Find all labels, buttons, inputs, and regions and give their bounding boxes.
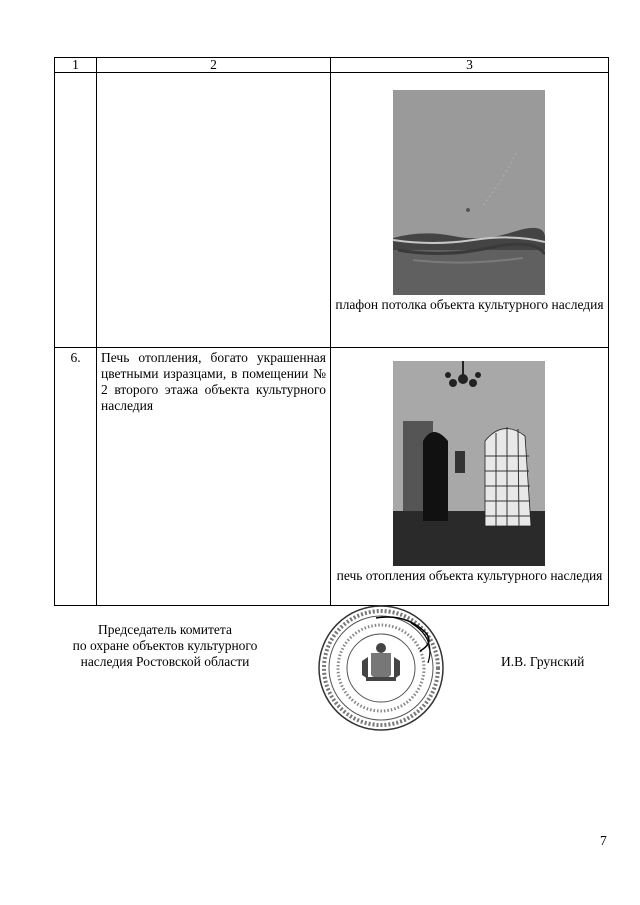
column-header-1: 1	[55, 58, 97, 73]
table-header-row	[55, 58, 609, 73]
column-header-2: 2	[97, 58, 331, 73]
position-line: Председатель комитета	[98, 622, 232, 637]
official-seal-stamp	[316, 603, 446, 733]
photo-cell	[331, 73, 609, 348]
column-header-3: 3	[331, 58, 609, 73]
stove-photo	[393, 361, 545, 566]
table-row	[55, 348, 609, 606]
photo-cell	[331, 348, 609, 606]
page-number: 7	[600, 833, 607, 848]
row-number: 6.	[55, 348, 97, 606]
row-description: Печь отопления, богато украшенная цветными изразцами, в помещении № 2 второго этажа объекта культурного наследия	[97, 348, 331, 606]
position-line: наследия Ростовской области	[80, 654, 250, 669]
row-number	[55, 73, 97, 348]
signatory-position	[60, 622, 270, 670]
photo-caption: плафон потолка объекта культурного наследия	[335, 297, 604, 312]
table-row	[55, 73, 609, 348]
coat-of-arms-icon	[362, 643, 400, 681]
tiled-stove	[485, 427, 531, 526]
position-line: по охране объектов культурного	[72, 638, 258, 653]
signatory-name: И.В. Грунский	[501, 654, 585, 669]
heritage-objects-table	[54, 57, 609, 606]
photo-caption: печь отопления объекта культурного наследия	[336, 568, 603, 583]
ceiling-plafond-photo	[393, 90, 545, 295]
row-description	[97, 73, 331, 348]
